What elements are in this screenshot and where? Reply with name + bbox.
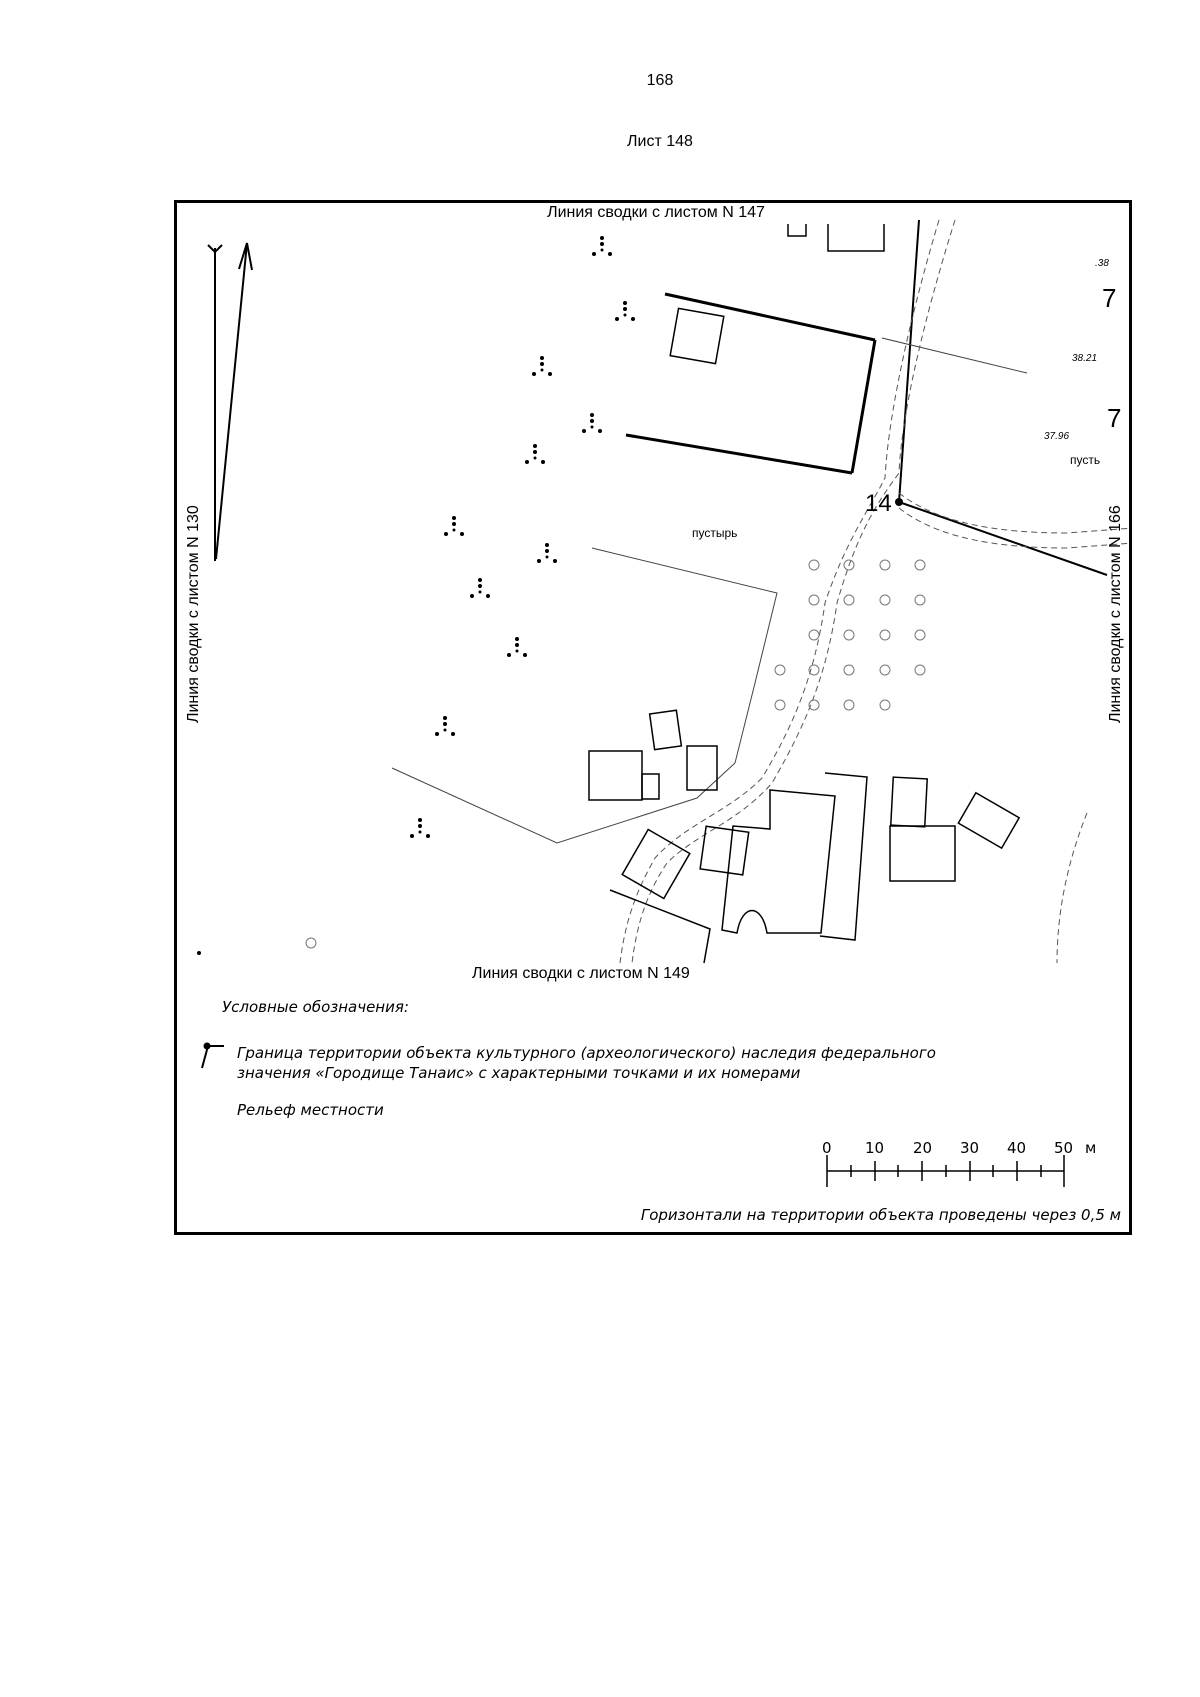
scale-tick-50: 50 [1054, 1139, 1074, 1157]
edge-label-right: Линия сводки с листом N 166 [1107, 505, 1124, 723]
legend-boundary-icon [202, 1046, 224, 1068]
map-frame [174, 200, 1132, 1235]
lot-lines [392, 338, 1027, 843]
scale-tick-30: 30 [960, 1139, 980, 1157]
legend-boundary-text [237, 1043, 936, 1083]
page-number: 168 [646, 72, 674, 89]
scale-tick-labels [822, 1139, 1096, 1157]
orchard-symbols [306, 560, 925, 948]
scale-tick-40: 40 [1007, 1139, 1027, 1157]
elevation-label: 38.21 [1072, 353, 1098, 364]
scale-tick-10: 10 [865, 1139, 885, 1157]
sheet-title: Лист 148 [627, 133, 693, 150]
relief-symbols [197, 236, 635, 955]
scale-tick-0: 0 [822, 1139, 832, 1157]
legend-boundary-line-2: значения «Городище Танаис» с характерными точками и их номерами [237, 1064, 801, 1082]
scale-bar [827, 1155, 1064, 1187]
buildings-lower [589, 710, 1019, 963]
building-small-1 [670, 308, 724, 363]
scale-tick-20: 20 [913, 1139, 933, 1157]
legend-boundary-line-1: Граница территории объекта культурного (археологического) наследия федерального [237, 1044, 936, 1062]
road-dashed [620, 220, 1132, 963]
building-top [788, 224, 884, 251]
scale-footnote: Горизонтали на территории объекта проведены через 0,5 м [640, 1206, 1121, 1224]
north-arrow-icon [208, 243, 252, 561]
contour-number: 7 [1107, 403, 1122, 433]
scale-unit: м [1085, 1139, 1097, 1157]
wasteland-label-right: пусть [1070, 453, 1101, 467]
legend-title: Условные обозначения: [222, 998, 409, 1016]
boundary-point-label: 14 [865, 490, 892, 517]
fence-thick [626, 294, 875, 473]
legend-relief-text: Рельеф местности [237, 1101, 384, 1119]
edge-label-top: Линия сводки с листом N 147 [547, 204, 765, 221]
wasteland-label: пустырь [692, 526, 738, 540]
elevation-label: 37.96 [1044, 431, 1070, 442]
boundary-point-14 [895, 498, 903, 506]
elevation-label: .38 [1095, 258, 1109, 269]
heritage-boundary-line [899, 220, 1107, 575]
contour-number: 7 [1102, 283, 1117, 313]
edge-label-left: Линия сводки с листом N 130 [185, 505, 202, 723]
edge-label-bottom: Линия сводки с листом N 149 [472, 965, 690, 982]
